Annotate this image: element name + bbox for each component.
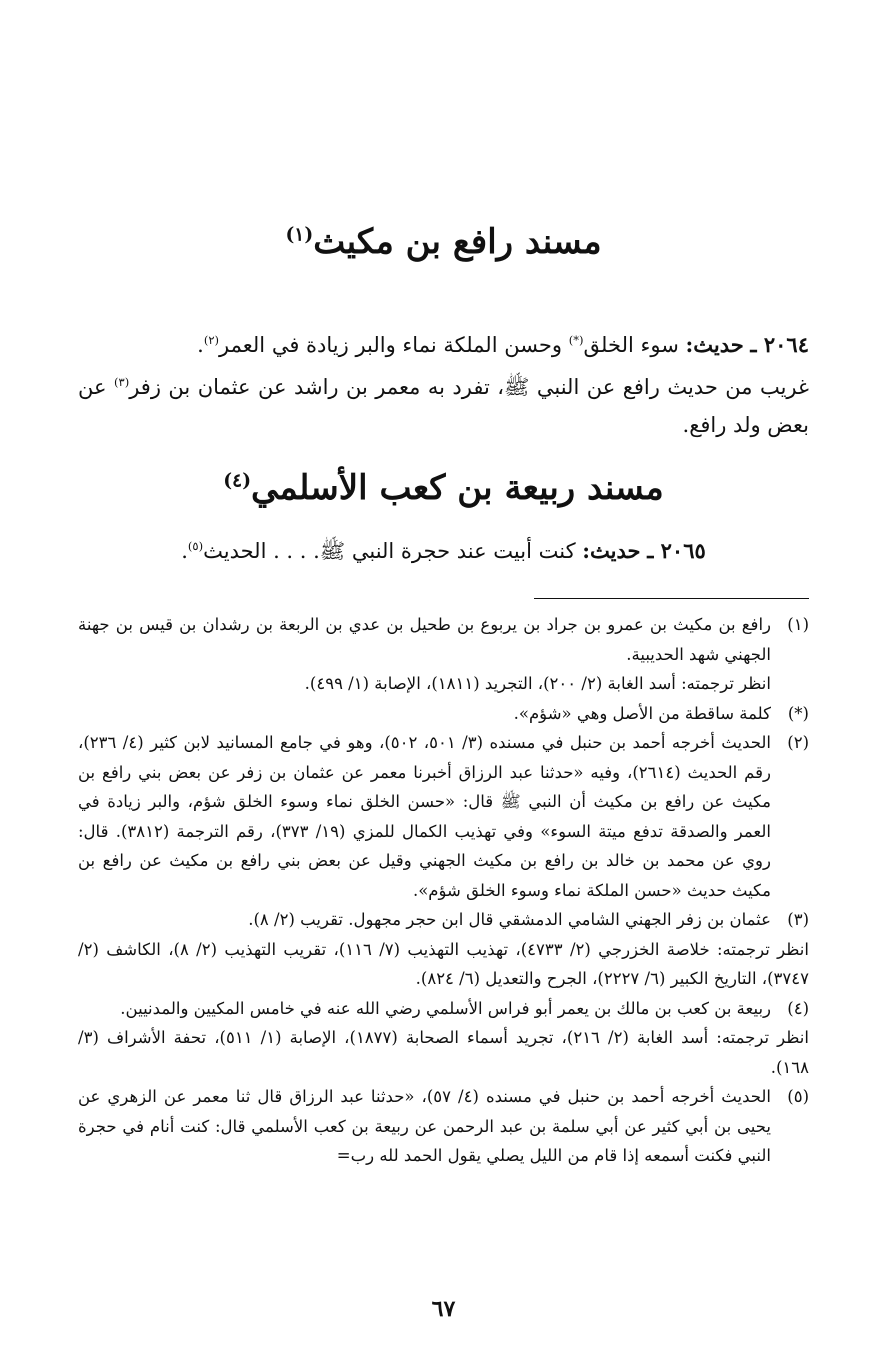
footnote-extra: انظر ترجمته: أسد الغابة (٢/ ٢١٦)، تجريد أسماء الصحابة (١٨٧٧)، الإصابة (١/ ٥١١)، تحفة الأشراف (٣/ ١٦٨).	[78, 1028, 809, 1077]
footnote-body	[78, 905, 771, 935]
footnote-ref: (٤)	[223, 469, 252, 492]
footnote-mark: (٢)	[787, 733, 809, 752]
footnote-text: الحديث أخرجه أحمد بن حنبل في مسنده (٣/ ٥٠١، ٥٠٢)، وهو في جامع المسانيد لابن كثير (٤/ ٢٣٦)، رقم الحديث (٢٦١٤)، وفيه «حدثنا عبد الرزاق أخبرنا معمر عن عثمان بن زفر عن بعض بني رافع بن مكيث عن رافع بن مكيث أن النبي ﷺ قال: «حسن الخلق نماء وسوء الخلق شؤم، والبر زيادة في العمر والصدقة تدفع ميتة السوء» وفي تهذيب الكمال للمزي (١٩/ ٣٧٣)، رقم الترجمة (٣٨١٢). قال: روي عن محمد بن خالد بن رافع بن مكيث الجهني وقيل عن بعض بني رافع بن مكيث عن رافع بن مكيث حديث «حسن الملكة نماء وسوء الخلق شؤم».	[78, 733, 771, 900]
section-title-text: مسند ربيعة بن كعب الأسلمي	[251, 468, 664, 508]
hadith-text: سوء الخلق	[583, 333, 679, 357]
footnotes	[78, 610, 809, 1171]
footnote-ref: (٣)	[113, 375, 130, 389]
section-title-rafi	[78, 222, 809, 263]
footnote-text: رافع بن مكيث بن عمرو بن جراد بن يربوع بن طحيل بن عدي بن الربعة بن رشدان بن قيس بن جهنة الجهني شهد الحديبية.	[78, 615, 771, 664]
commentary-2064	[78, 368, 809, 444]
footnote-mark: (١)	[787, 615, 809, 634]
footnote-4	[78, 994, 809, 1024]
page-number: ٦٧	[431, 1296, 456, 1322]
footnote-5	[78, 1082, 809, 1171]
footnote-2	[78, 728, 809, 905]
footnote-text: كلمة ساقطة من الأصل وهي «شؤم».	[513, 703, 771, 723]
footnote-text: ربيعة بن كعب بن مالك بن يعمر أبو فراس الأسلمي رضي الله عنه في خامس المكيين والمدنيين.	[120, 998, 771, 1018]
footnote-1	[78, 610, 809, 699]
footnote-text: الحديث أخرجه أحمد بن حنبل في مسنده (٤/ ٥٧)، «حدثنا عبد الرزاق قال ثنا معمر عن الزهري عن يحيى بن أبي كثير عن أبي سلمة بن عبد الرحمن عن ربيعة بن كعب الأسلمي قال: كنت أنام في حجرة النبي فكنت أسمعه إذا قام من الليل يصلي يقول الحمد لله رب=	[78, 1087, 772, 1165]
hadith-number: ٢٠٦٥ ـ	[647, 538, 706, 563]
footnote-text: عثمان بن زفر الجهني الشامي الدمشقي قال ابن حجر مجهول. تقريب (٢/ ٨).	[248, 910, 771, 929]
footnote-star	[78, 699, 809, 729]
hadith-text: كنت أبيت عند حجرة النبي ﷺ. . . . الحديث	[203, 539, 576, 563]
commentary-text: عن بعض ولد رافع.	[78, 375, 809, 437]
footnote-ref: (*)	[568, 333, 584, 347]
hadith-end: .	[197, 333, 204, 357]
hadith-end: .	[181, 539, 188, 563]
hadith-label: حديث:	[685, 332, 744, 357]
hadith-number: ٢٠٦٤ ـ	[750, 332, 809, 357]
hadith-2065	[78, 532, 809, 570]
footnote-mark: (٥)	[787, 1087, 809, 1106]
footnote-mark: (٣)	[787, 910, 809, 929]
footnote-mark: (*)	[787, 703, 809, 723]
footnote-ref: (١)	[285, 223, 314, 246]
footnote-separator	[534, 598, 809, 599]
footnote-body	[78, 610, 771, 699]
commentary-text: غريب من حديث رافع عن النبي ﷺ، تفرد به معمر بن راشد عن عثمان بن زفر	[129, 375, 809, 399]
book-page	[78, 0, 809, 1371]
footnote-extra: انظر ترجمته: أسد الغابة (٢/ ٢٠٠)، التجريد (١٨١١)، الإصابة (١/ ٤٩٩).	[304, 674, 771, 693]
section-title-rabia	[78, 468, 809, 509]
hadith-2064	[78, 326, 809, 364]
section-title-text: مسند رافع بن مكيث	[313, 222, 602, 262]
footnote-mark: (٤)	[787, 998, 809, 1018]
footnote-ref: (٥)	[187, 539, 204, 553]
hadith-label: حديث:	[582, 538, 641, 563]
footnote-extra: انظر ترجمته: خلاصة الخزرجي (٢/ ٤٧٣٣)، تهذيب التهذيب (٧/ ١١٦)، تقريب التهذيب (٢/ ٨)، الكاشف (٢/ ٣٧٤٧)، التاريخ الكبير (٦/ ٢٢٢٧)، الجرح والتعديل (٦/ ٨٢٤).	[78, 939, 809, 988]
hadith-text: وحسن الملكة نماء والبر زيادة في العمر	[219, 333, 563, 357]
footnote-ref: (٢)	[203, 333, 220, 347]
footnote-3	[78, 905, 809, 935]
